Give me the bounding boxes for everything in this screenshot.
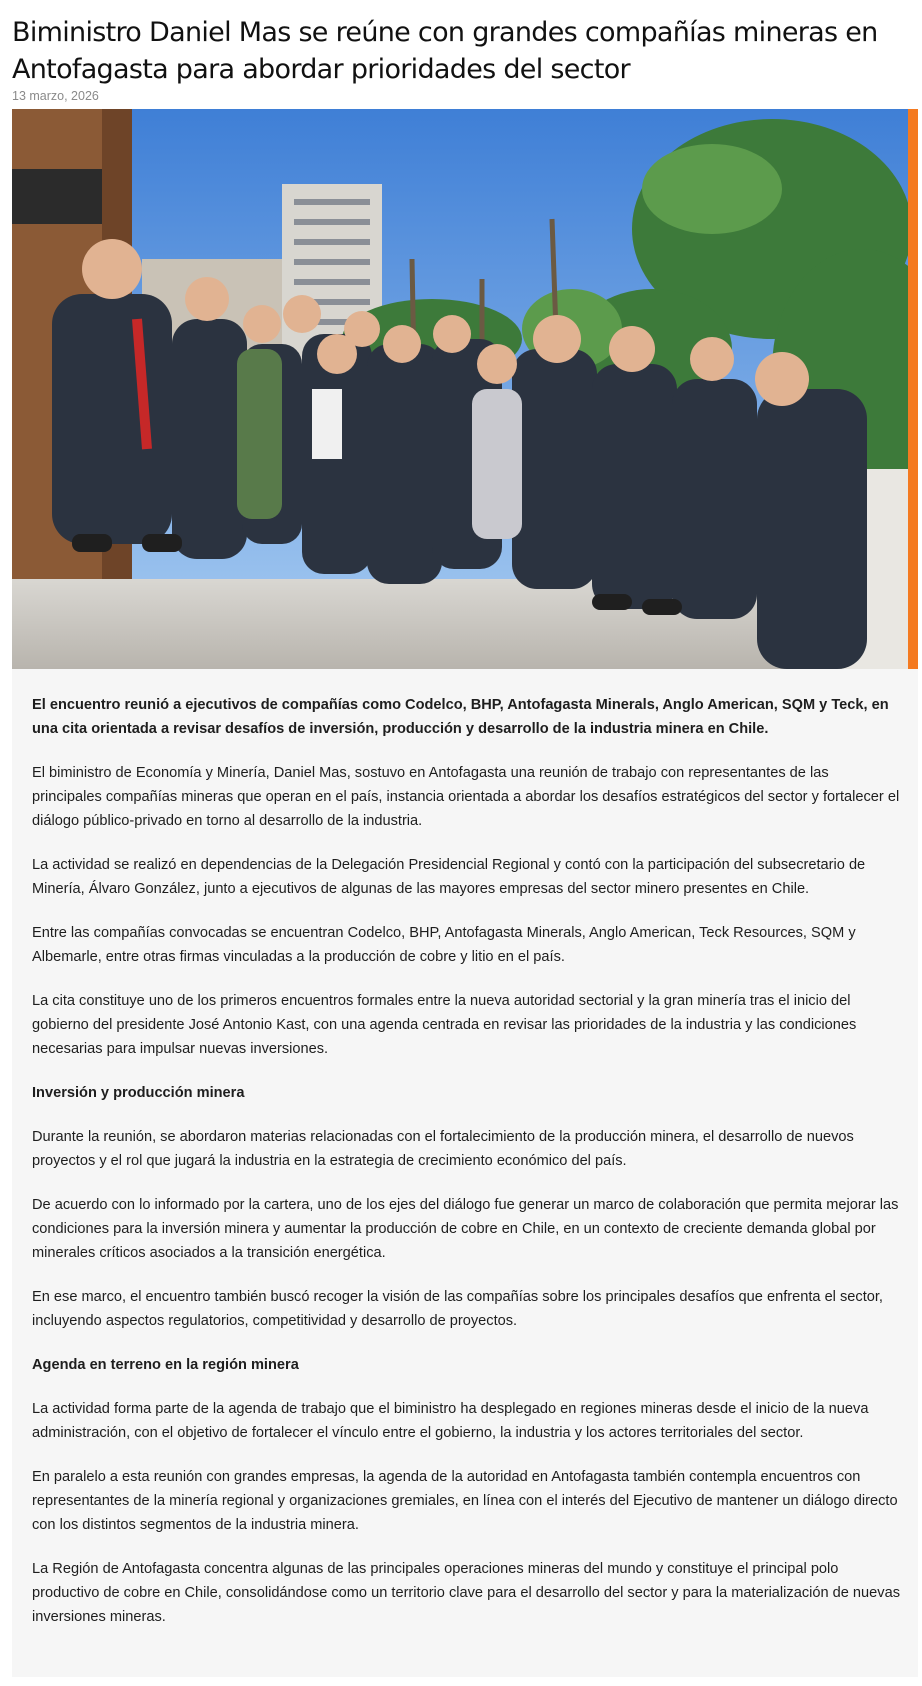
article-photo (12, 109, 908, 669)
article-body (32, 693, 900, 1649)
paragraph: La actividad se realizó en dependencias de la Delegación Presidencial Regional y contó con la participación del subsecretario de Minería, Álvaro González, junto a ejecutivos de algunas de las mayores empresas del sector minero presentes en Chile. (32, 857, 866, 897)
paragraph: La actividad forma parte de la agenda de trabajo que el biministro ha desplegado en regiones mineras desde el inicio de la nueva administración, con el objetivo de fortalecer el vínculo entre el gobierno, la industria y los actores territoriales del sector. (32, 1401, 869, 1441)
paragraph: La cita constituye uno de los primeros encuentros formales entre la nueva autoridad sectorial y la gran minería tras el inicio del gobierno del presidente José Antonio Kast, con una agenda centrada en revisar las prioridades de la industria y las condiciones necesarias para impulsar nuevas inversiones. (32, 993, 857, 1057)
paragraph: De acuerdo con lo informado por la cartera, uno de los ejes del diálogo fue generar un marco de colaboración que permita mejorar las condiciones para la inversión minera y aumentar la producción de cobre en Chile, en un contexto de creciente demanda global por minerales críticos asociados a la transición energética. (32, 1197, 899, 1261)
paragraph: Entre las compañías convocadas se encuentran Codelco, BHP, Antofagasta Minerals, Anglo American, Teck Resources, SQM y Albemarle, entre otras firmas vinculadas a la producción de cobre y litio en el país. (32, 925, 856, 965)
paragraph: El biministro de Economía y Minería, Daniel Mas, sostuvo en Antofagasta una reunión de trabajo con representantes de las principales compañías mineras que operan en el país, instancia orientada a abordar los desafíos estratégicos del sector y fortalecer el diálogo público-privado en torno al desarrollo de la industria. (32, 765, 900, 829)
section-heading: Inversión y producción minera (32, 1085, 245, 1101)
group-photo-illustration (12, 109, 908, 669)
article-lead: El encuentro reunió a ejecutivos de compañías como Codelco, BHP, Antofagasta Minerals, Anglo American, SQM y Teck, en una cita orientada a revisar desafíos de inversión, producción y desarrollo de la industria minera en Chile. (32, 697, 889, 737)
article-title: Biministro Daniel Mas se reúne con grandes compañías mineras en Antofagasta para abordar prioridades del sector (12, 17, 878, 85)
section-heading: Agenda en terreno en la región minera (32, 1357, 299, 1373)
accent-bar (908, 109, 918, 674)
paragraph: Durante la reunión, se abordaron materias relacionadas con el fortalecimiento de la producción minera, el desarrollo de nuevos proyectos y el rol que jugará la industria en la estrategia de crecimiento económico del país. (32, 1129, 854, 1169)
paragraph: La Región de Antofagasta concentra algunas de las principales operaciones mineras del mundo y constituye el principal polo productivo de cobre en Chile, consolidándose como un territorio clave para el desarrollo del sector y para la materialización de nuevas inversiones mineras. (32, 1561, 900, 1625)
article-date: 13 marzo, 2026 (12, 89, 99, 103)
paragraph: En ese marco, el encuentro también buscó recoger la visión de las compañías sobre los principales desafíos que enfrenta el sector, incluyendo aspectos regulatorios, competitividad y desarrollo de proyectos. (32, 1289, 883, 1329)
paragraph: En paralelo a esta reunión con grandes empresas, la agenda de la autoridad en Antofagasta también contempla encuentros con representantes de la minería regional y organizaciones gremiales, en línea con el interés del Ejecutivo de mantener un diálogo directo con los distintos segmentos de la industria minera. (32, 1469, 898, 1533)
